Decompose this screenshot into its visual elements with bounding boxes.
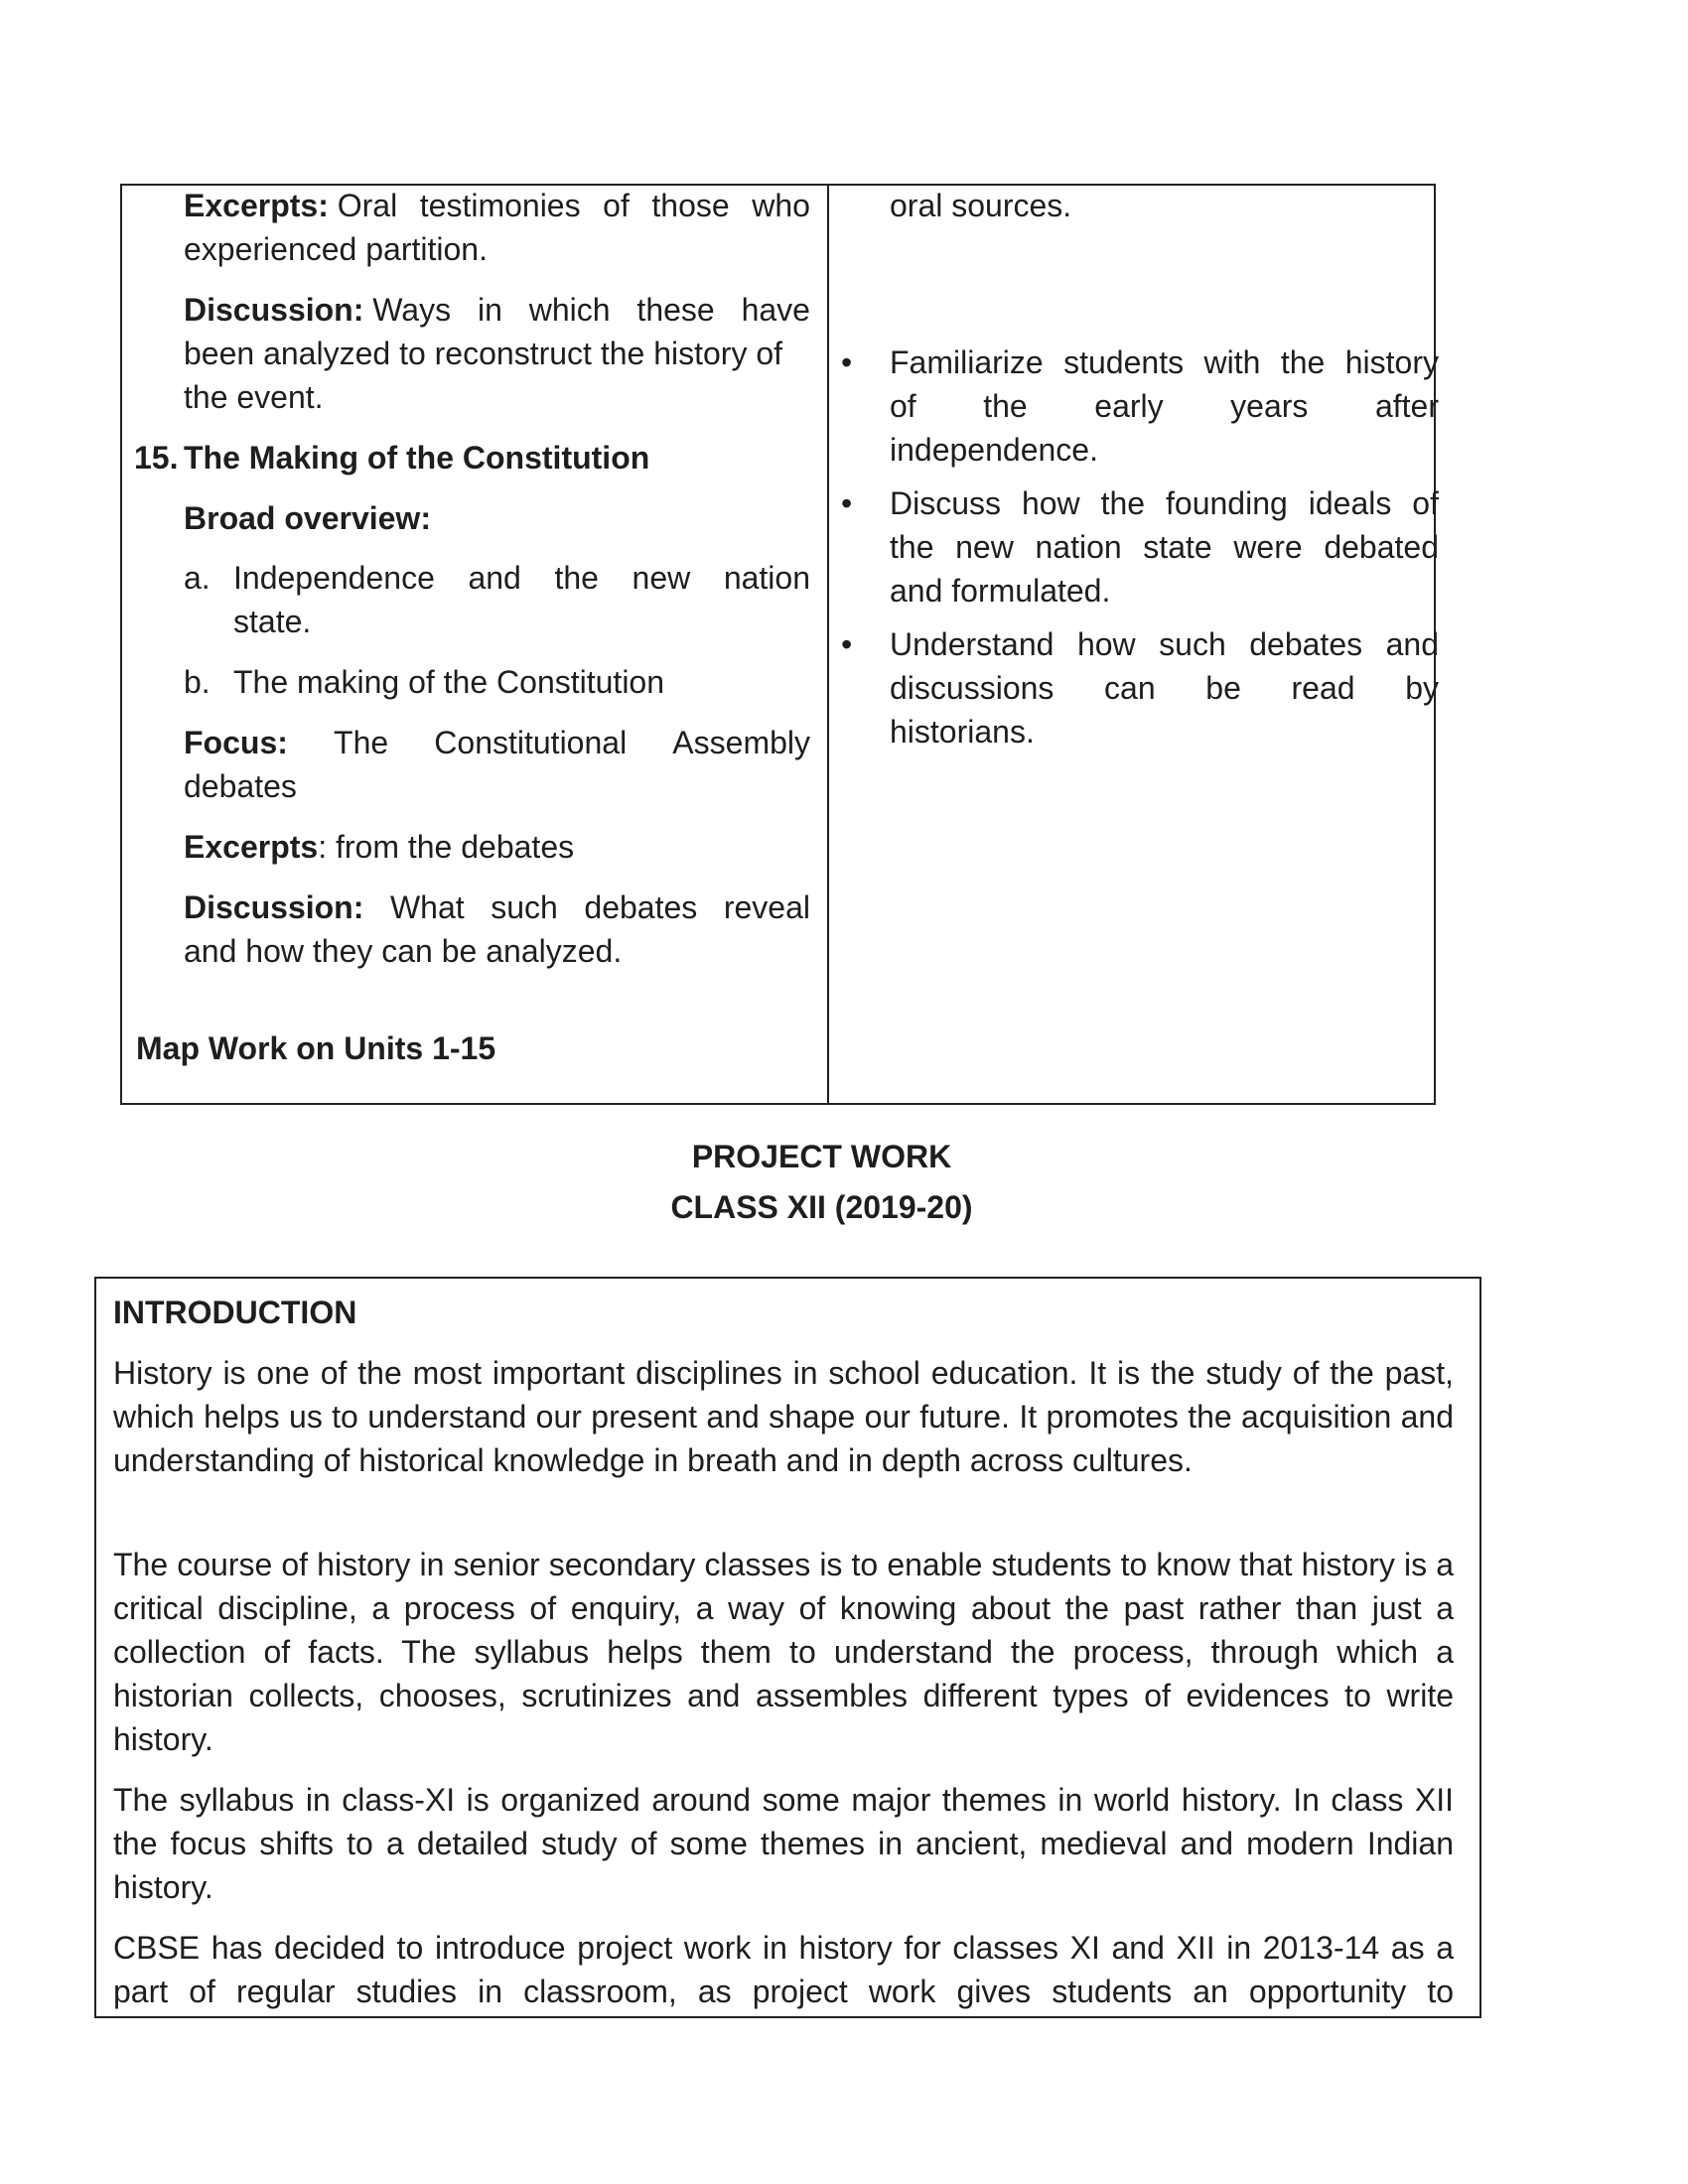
discussion-debates-line-1: Discussion: What such debates reveal: [184, 886, 810, 929]
content-column: [122, 186, 829, 1103]
objectives-column: [829, 186, 1439, 1103]
item-a-marker: a.: [184, 560, 211, 596]
intro-paragraph-2: The course of history in senior secondary classes is to enable students to know that history is a critical discipline, a process of enquiry, a way of knowing about the past rather than just a collection of facts. The syllabus helps them to understand the process, through which a historian collects, chooses, scrutinizes and assembles different types of evidences to write history.: [113, 1547, 1454, 1757]
discussion-partition-line-3: the event.: [184, 379, 324, 415]
objective-2-line-3: and formulated.: [890, 573, 1111, 609]
bullet-marker: •: [841, 485, 853, 521]
objective-1-line-2: of the early years after: [890, 388, 1439, 424]
objective-2-line-2: the new nation state were debated: [890, 529, 1439, 565]
bullet-marker: •: [841, 626, 853, 662]
discussion-partition-line-2: been analyzed to reconstruct the history of: [184, 336, 783, 371]
item-a-line-2: state.: [233, 604, 312, 639]
focus-line-2: debates: [184, 768, 297, 804]
discussion-label: Discussion:: [184, 889, 364, 925]
item-a-line-1: Independence and the new nation: [233, 560, 810, 596]
focus-line-1: Focus: The Constitutional Assembly: [184, 721, 810, 764]
map-work-heading: Map Work on Units 1-15: [136, 1030, 496, 1066]
excerpts-label: Excerpts: [184, 829, 319, 865]
intro-paragraph-3: The syllabus in class-XI is organized around some major themes in world history. In class XII the focus shifts to a detailed study of some themes in ancient, medieval and modern Indian history.: [113, 1782, 1454, 1905]
syllabus-table: [120, 184, 1439, 1105]
objective-3-line-2: discussions can be read by: [890, 670, 1439, 706]
intro-paragraph-1: History is one of the most important disciplines in school education. It is the study of the past, which helps us to understand our present and shape our future. It promotes the acquisition and understanding of historical knowledge in breath and in depth across cultures.: [113, 1355, 1454, 1478]
objective-2-line-1: Discuss how the founding ideals of: [890, 485, 1439, 521]
focus-label: Focus:: [184, 725, 288, 760]
broad-overview-label: Broad overview:: [184, 500, 431, 536]
project-work-title: PROJECT WORK: [691, 1139, 952, 1174]
introduction-box: [94, 1277, 1481, 2018]
excerpts-partition-line-2: experienced partition.: [184, 231, 488, 267]
unit-number: 15.: [134, 440, 179, 476]
carry-over-text: oral sources.: [890, 188, 1072, 223]
objective-3-line-3: historians.: [890, 714, 1035, 750]
objective-3-line-1: Understand how such debates and: [890, 626, 1439, 662]
item-b-marker: b.: [184, 664, 211, 700]
excerpts-partition-line-1: Excerpts: Oral testimonies of those who: [184, 188, 810, 223]
discussion-partition-line-1: Discussion: Ways in which these have: [184, 292, 810, 328]
bullet-marker: •: [841, 344, 853, 380]
introduction-heading: INTRODUCTION: [113, 1295, 357, 1330]
objective-1-line-3: independence.: [890, 432, 1098, 468]
excerpts-label: Excerpts:: [184, 188, 329, 223]
objective-1-line-1: Familiarize students with the history: [890, 344, 1439, 380]
excerpts-debates: Excerpts: from the debates: [184, 829, 575, 865]
unit-title: The Making of the Constitution: [184, 440, 650, 476]
discussion-label: Discussion:: [184, 292, 364, 328]
class-year-subtitle: CLASS XII (2019-20): [670, 1189, 973, 1225]
intro-paragraph-4: CBSE has decided to introduce project work in history for classes XI and XII in 2013-14 as a part of regular studies in classroom, as project work gives students an opportunity to: [113, 1930, 1454, 2009]
item-b-text: The making of the Constitution: [233, 664, 665, 700]
discussion-debates-line-2: and how they can be analyzed.: [184, 933, 623, 969]
